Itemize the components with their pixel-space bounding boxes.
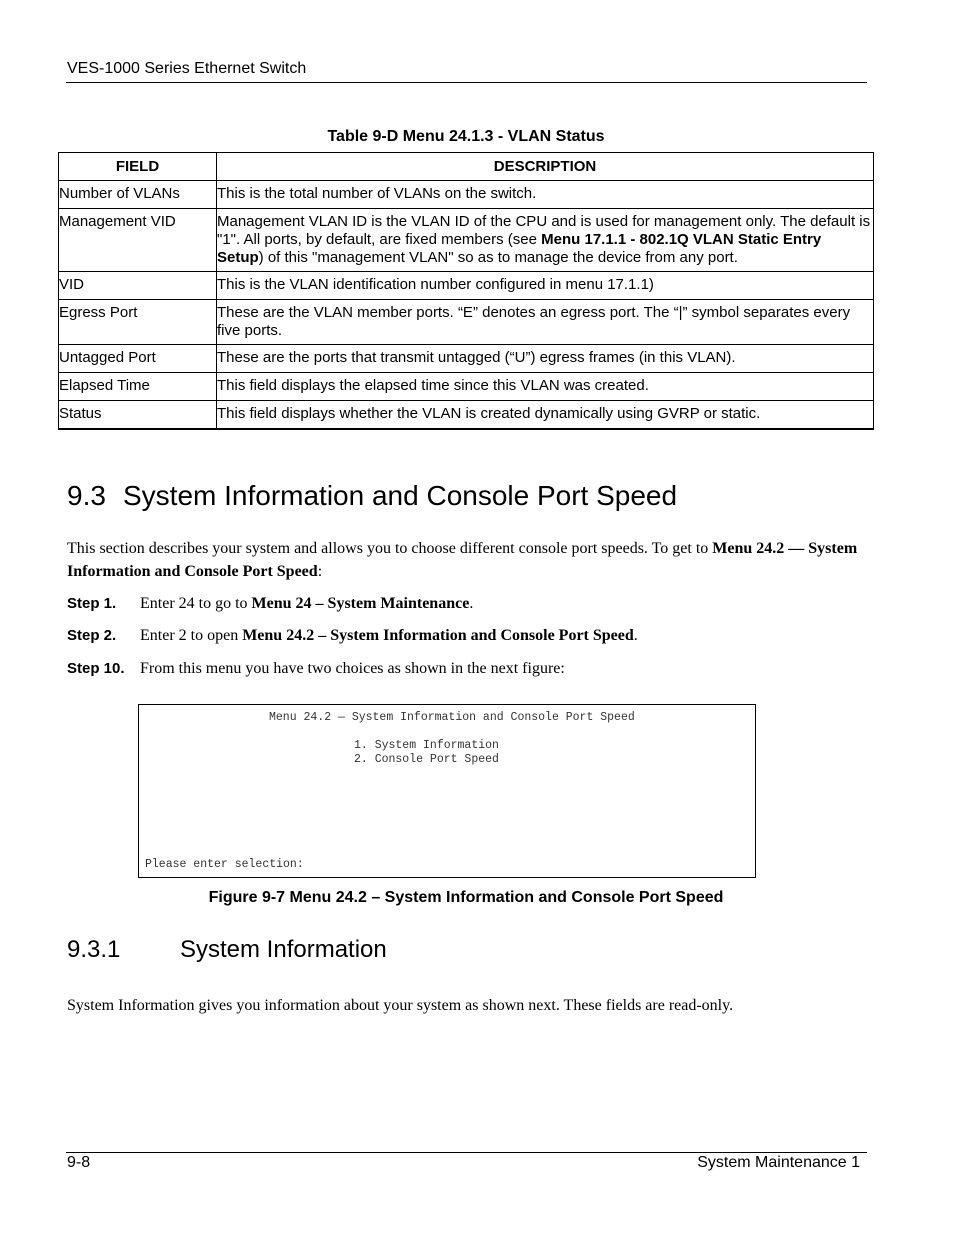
section-heading <box>67 480 677 512</box>
table-row <box>59 373 874 401</box>
intro-text: This section describes your system and allows you to choose different console port speeds. To get to <box>67 540 713 557</box>
intro-text: : <box>317 563 323 580</box>
header-divider <box>66 82 867 83</box>
field-cell: Untagged Port <box>59 345 217 373</box>
field-cell: Number of VLANs <box>59 181 217 209</box>
subsection-number: 9.3.1 <box>67 936 121 963</box>
table-row <box>59 272 874 300</box>
description-cell: This field displays the elapsed time since this VLAN was created. <box>217 373 874 401</box>
console-menu-screen <box>138 704 756 878</box>
table-row <box>59 401 874 430</box>
menu-reference: Menu 24 – System Maintenance <box>251 595 470 612</box>
column-header-description: DESCRIPTION <box>217 153 874 181</box>
chapter-name: System Maintenance 1 <box>697 1154 860 1171</box>
step-label: Step 1. <box>67 595 117 612</box>
subsection-body: System Information gives you information about your system as shown next. These fields are read-only. <box>67 997 734 1014</box>
description-cell: These are the VLAN member ports. “E” denotes an egress port. The “|” symbol separates every five ports. <box>217 300 874 345</box>
description-text: Management VLAN ID is the VLAN ID of the CPU and is used for management only. The default is "1". All ports, by default, are fixed members (see <box>217 213 871 248</box>
step-text <box>140 627 638 645</box>
footer-divider <box>66 1152 867 1153</box>
subsection-title: System Information <box>180 936 387 963</box>
table-row <box>59 345 874 373</box>
section-intro <box>67 537 867 583</box>
running-header: VES-1000 Series Ethernet Switch <box>67 60 307 77</box>
menu-reference: Menu 24.2 — System Information and Console Port Speed <box>67 540 858 580</box>
description-cell: This is the VLAN identification number configured in menu 17.1.1) <box>217 272 874 300</box>
figure-caption: Figure 9-7 Menu 24.2 – System Information and Console Port Speed <box>208 889 724 906</box>
step-text-part: Enter 24 to go to <box>140 595 252 612</box>
subsection-heading <box>67 936 387 964</box>
step-label: Step 2. <box>67 627 117 644</box>
field-cell: Status <box>59 401 217 430</box>
table-caption: Table 9-D Menu 24.1.3 - VLAN Status <box>327 128 605 145</box>
field-cell: Management VID <box>59 209 217 272</box>
description-cell: This is the total number of VLANs on the switch. <box>217 181 874 209</box>
description-cell: These are the ports that transmit untagged (“U”) egress frames (in this VLAN). <box>217 345 874 373</box>
step-text <box>140 595 473 613</box>
step-text: From this menu you have two choices as shown in the next figure: <box>140 660 565 677</box>
step-label: Step 10. <box>67 660 125 677</box>
table-header-row <box>59 153 874 181</box>
step-text-part: . <box>469 595 474 612</box>
menu-reference: Menu 17.1.1 - 802.1Q VLAN Static Entry Setup <box>217 231 822 266</box>
page-number: 9-8 <box>67 1154 91 1171</box>
field-cell: Egress Port <box>59 300 217 345</box>
column-header-field: FIELD <box>59 153 217 181</box>
description-cell: This field displays whether the VLAN is created dynamically using GVRP or static. <box>217 401 874 430</box>
field-cell: Elapsed Time <box>59 373 217 401</box>
table-row <box>59 209 874 272</box>
console-option-console-port-speed[interactable]: 2. Console Port Speed <box>354 753 499 766</box>
console-prompt[interactable]: Please enter selection: <box>145 858 304 871</box>
table-row <box>59 300 874 345</box>
section-title: System Information and Console Port Speed <box>123 480 678 511</box>
section-number: 9.3 <box>67 480 106 511</box>
console-menu-title: Menu 24.2 — System Information and Console Port Speed <box>269 711 635 724</box>
step-text-part: Enter 2 to open <box>140 627 243 644</box>
table-row <box>59 181 874 209</box>
field-cell: VID <box>59 272 217 300</box>
step-text-part: . <box>633 627 638 644</box>
menu-reference: Menu 24.2 – System Information and Console Port Speed <box>242 627 634 644</box>
description-cell <box>217 209 874 272</box>
vlan-status-table <box>58 152 874 430</box>
console-option-system-information[interactable]: 1. System Information <box>354 739 499 752</box>
description-text: ) of this "management VLAN" so as to manage the device from any port. <box>258 249 738 266</box>
